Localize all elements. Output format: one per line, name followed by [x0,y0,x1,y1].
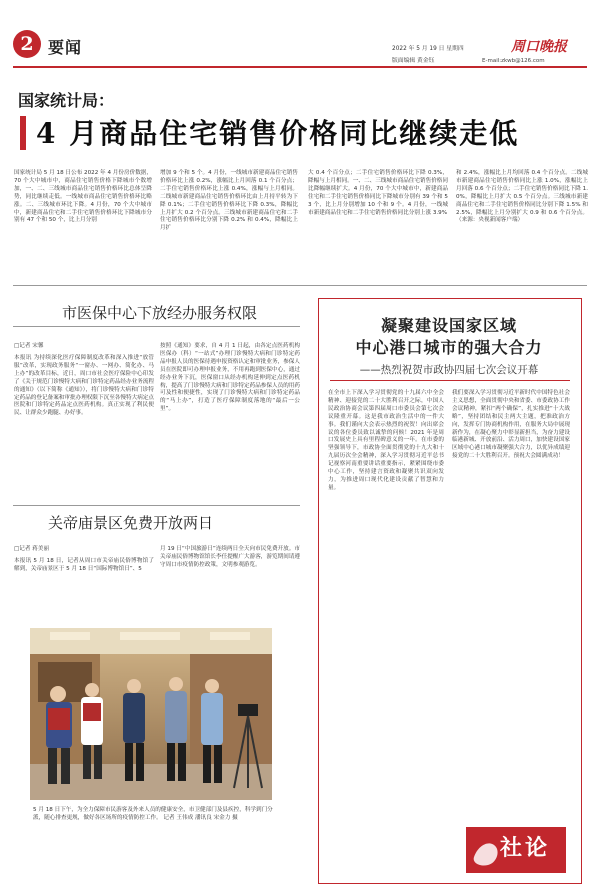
page-number-badge: 2 [13,30,41,58]
medical-byline: □记者 宋馨 [14,343,44,349]
temple-byline: □记者 蒋美丽 [14,546,50,552]
headline-accent-bar [20,116,26,150]
temple-column-2: 月 19 日“中国旅游日”连续两日全天向市民免费开放。市关帝庙民俗博物馆馆长李任提醒广大游客，游览期间请遵守周口市疫情防控政策，文明参观游览。 [160,546,300,568]
date-line: 2022 年 5 月 19 日 星期四 [392,46,464,52]
editorial-column-1: 在全市上下深入学习贯彻党的十九届六中全会精神、迎接党的二十大胜利召开之际，中国人民政治协商会议第四届周口市委员会第七次会议隆重开幕。这是我市政治生活中的一件大事。我们谨向大会表示热烈的祝贺！向出席会议的各位委员致以诚挚的问候！2021 年是周口发展史上具有里程碑意义的一年。在市委的坚强领导下，市政协全面贯彻党的十九大和十九届历次全会精神，深入学习贯彻习近平总书记视察河南重要讲话重要指示，紧紧围绕市委中心工作，坚持建言资政和凝聚共识双向发力，为推进周口现代化建设贡献了智慧和力量。 [328,390,444,491]
editorial-box [318,298,582,884]
lead-headline[interactable]: 4 月商品住宅销售价格同比继续走低 [36,117,520,150]
editorial-column-2: 我们要深入学习贯彻习近平新时代中国特色社会主义思想，全面贯彻中央和省委、市委政协工作会议精神，紧扣“两个确保”，扎实推进“十大战略”，坚持团结和民主两大主题，把准政治方向，发挥专门协商机构作用，在服务大局中展现新作为，在凝心聚力中彰显新担当，为奋力建设临港新城、开放前沿、活力周口，加快建设国家区域中心港口城市凝聚强大合力，以优异成绩迎接党的二十大胜利召开。预祝大会圆满成功！ [452,390,570,460]
medical-column-1: 本报讯 为持续深化医疗保障制度改革和深入推进“放管服”改革，实现政务服务“一窗办、一网办、简化办、马上办”的改革目标，近日，周口市社会医疗保险中心印发了《关于规范门诊慢特大病和门诊特定药品经办业务流程的通知》（以下简称《通知》），将门诊慢特大病和门诊特定药品的登记备案和审批办理权限下沉至各慢特大病定点医院和门诊特定药品定点医药机构。真正实现了利民便民、让群众少跑腿、办好事。 [14,355,154,417]
temple-rule-top [13,505,300,506]
paper-logo: 周口晚报 [511,39,567,55]
editorial-title-line-2[interactable]: 中心港口城市的强大合力 [355,338,543,357]
contact-email[interactable]: E-mail:zkwb@126.com [482,58,545,64]
lead-column-3: 大 0.4 个百分点；二手住宅销售价格环比下降 0.3%，降幅与上月相同。一、二、三线城市商品住宅销售价格同比降幅继续扩大。4 月份，70 个大中城市中，新建商品住宅和二手住宅销售价格同比下降城市分别有 39 个和 53 个，比上月分别增加 10 个和 9 个。4 月份，一线城市新建商品住宅和二手住宅销售价格同比分别上涨 3.9% [308,170,448,216]
editorial-badge-label: 社论 [500,835,551,861]
editorial-title-line-1[interactable]: 凝聚建设国家区域 [380,316,517,335]
editorial-subtitle: ——热烈祝贺市政协四届七次会议开幕 [359,364,539,376]
photo-caption: 5 月 18 日下午，为全力保障市民游客及外来人员的健康安全，市卫健部门及县疾控，科学到门分派，随心排查更规，做好各区场所的疫情防控工作。 记者 王伟成 潘讯良 宋金力 摄 [33,807,273,821]
lead-column-1: 国家统计局 5 月 18 日公布 2022 年 4 月份房价数据，70 个大中城市中，商品住宅销售价格下降城市个数增加，一、二、三线城市商品住宅销售价格环比总体呈降势，同比继续走低。一线城市商品住宅销售价格环比略涨。二、三线城市环比下降。4 月份，70 个大中城市中，新建商品住宅和二手住宅销售价格环比下降城市分别有 47 个和 50 个，比上月分别 [14,170,152,224]
header-divider [13,66,587,68]
temple-headline[interactable]: 关帝庙景区免费开放两日 [48,514,214,532]
medical-rule [13,326,300,327]
medical-column-2: 按照《通知》要求，自 4 月 1 日起，由各定点医药机构医保办（科）“一站式”办理门诊慢特大病和门诊特定药品申报人员的医保待遇申报资格认定和审批业务，参保人员在医院即可办理申报业务，不用再跑到医保中心，通过经办业务下沉，医保窗口从经办机构延伸到定点医药机构，提高了门诊慢特大病和门诊特定药品参保人员的用药可及性和便捷性，实现了门诊慢特大病和门诊特定药品的“马上办”，打造了医疗保障制度落地的“最后一公里”。 [160,343,300,413]
section-title: 要闻 [48,38,83,57]
editor-line: 版面编辑 黄金钰 [392,58,435,64]
temple-column-1: 本报讯 5 月 18 日，记者从周口市关帝庙民俗博物馆了解到，关帝庙景区于 5 月 18 日“国际博物馆日”、5 [14,558,154,572]
editorial-title-rule [330,380,570,381]
news-photo[interactable] [30,628,272,800]
photo-illustration [30,628,272,800]
section-divider [13,285,587,286]
lead-column-4: 和 2.4%，涨幅比上月均回落 0.4 个百分点。二线城市新建商品住宅销售价格同比上涨 1.0%，涨幅比上月回落 0.6 个百分点；二手住宅销售价格同比下降 1.0%，降幅比上月扩大 0.5 个百分点。三线城市新建商品住宅和二手住宅销售价格同比分别下降 1.5% 和 2.5%，降幅比上月分别扩大 0.9 和 0.6 个百分点。（来源：央视新闻客户端） [456,170,588,224]
lead-column-2: 增加 9 个和 5 个。4 月份，一线城市新建商品住宅销售价格环比上涨 0.2%，涨幅比上月回落 0.1 个百分点；二手住宅销售价格环比上涨 0.4%，涨幅与上月相同。二线城市新建商品住宅销售价格环比由上月持平转为下降 0.1%；二手住宅销售价格环比下降 0.3%，降幅比上月扩大 0.2 个百分点。三线城市新建商品住宅和二手住宅销售价格环比分别下降 0.2% 和 0.4%，降幅比上月扩 [160,170,298,232]
medical-headline[interactable]: 市医保中心下放经办服务权限 [62,304,258,322]
lead-kicker: 国家统计局： [18,91,115,110]
